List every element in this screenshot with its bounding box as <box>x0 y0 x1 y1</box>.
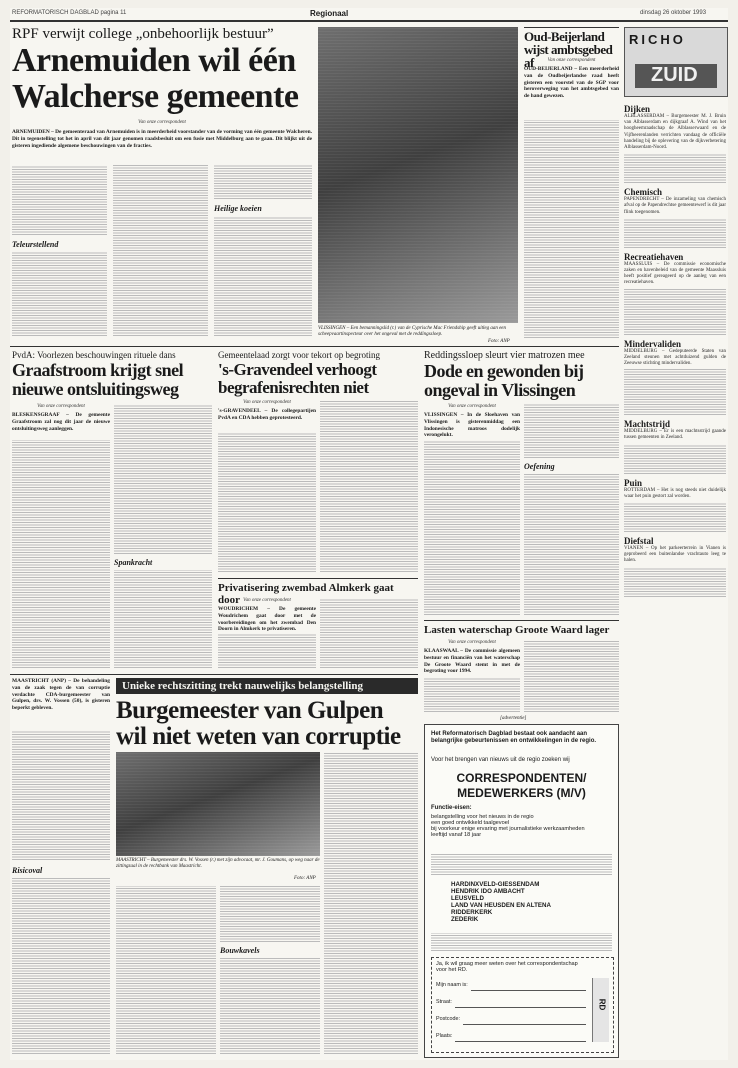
coupon-field-label: Plaats: <box>436 1033 453 1039</box>
advert-requirement: leeftijd vanaf 18 jaar <box>431 832 482 838</box>
waterschap-text-col-1 <box>424 678 520 712</box>
reddingsloep-text-col-1 <box>424 440 520 615</box>
pvda-text-col-2b <box>114 570 212 668</box>
reddingsloep-lead: VLISSINGEN – In de Sloehaven van Vlissingen is gisterenmiddag een Indonesische matroos dodelijk verongelukt. <box>424 412 520 439</box>
waterschap-text-col-2 <box>524 640 619 712</box>
row-rule-2 <box>10 674 418 675</box>
vangulpen-text-col-1 <box>12 730 110 860</box>
pvda-text-col-1 <box>12 440 110 668</box>
brief-text-lines <box>624 289 726 335</box>
newspaper-page <box>10 8 728 1060</box>
photo-vangulpen-credit: Foto: ANP <box>294 876 316 881</box>
brief-text-lines <box>624 153 726 183</box>
brief-text: PAPENDRECHT – De inzameling van chemisch afval op de Papendrechtse gemeentewerf is dit jaar flink toegenomen. <box>624 197 726 215</box>
brief-text: MAASSLUIS – De commissie economische zaken en havenbeleid van de gemeente Maassluis heeft positief gereageerd op de aanleg van een recreatiehaven. <box>624 261 726 286</box>
oudbeijerland-text <box>524 120 619 338</box>
reddingsloep-text-col-2b <box>524 474 619 615</box>
coupon-field-name[interactable] <box>436 982 586 991</box>
coupon-field-line[interactable] <box>455 999 586 1008</box>
coupon-field-label: Postcode: <box>436 1016 460 1022</box>
article-arnemuiden-text-col-2 <box>113 165 208 336</box>
advert-intro: Het Reformatorisch Dagblad bestaat ook aandacht aan belangrijke gebeurtenissen en ontwikkelingen in de regio. <box>431 731 597 745</box>
vangulpen-subhead-2: Bouwkavels <box>220 946 260 955</box>
brief-text-lines <box>624 369 726 415</box>
advert-town: LAND VAN HEUSDEN EN ALTENA <box>451 902 551 909</box>
brief-title: Recreatiehaven <box>624 251 684 262</box>
article-arnemuiden-text-col-1b <box>12 252 107 336</box>
article-arnemuiden-subhead-2: Heilige koeien <box>214 204 262 213</box>
advert-functie: Functie-eisen: <box>431 805 472 811</box>
coupon-field-line[interactable] <box>471 982 586 991</box>
advert-coupon-tab-text: RD <box>597 998 607 1011</box>
coupon-field-line[interactable] <box>463 1016 586 1025</box>
gravendeel-text-col-1 <box>218 432 316 572</box>
brief-item <box>624 187 726 248</box>
article-arnemuiden-subhead-1: Teleurstellend <box>12 240 59 249</box>
advert-towns <box>451 881 601 923</box>
brief-title: Chemisch <box>624 187 662 198</box>
advert-seek: Voor het brengen van nieuws uit de regio zoeken wij <box>431 757 570 763</box>
advert-label: [advertentie] <box>500 716 527 721</box>
brief-item <box>624 339 726 416</box>
oudbeijerland-headline: Oud-Beijerland wijst ambtsgebed af <box>524 29 613 70</box>
zwembad-byline: Van onze correspondent <box>243 598 291 603</box>
coupon-field-label: Mijn naam is: <box>436 982 468 988</box>
coupon-field-label: Straat: <box>436 999 452 1005</box>
coupon-field-street[interactable] <box>436 999 586 1008</box>
brief-text: MIDDELBURG – Er is een machtsstrijd gaande tussen gemeenten in Zeeland. <box>624 429 726 441</box>
coupon-field-place[interactable] <box>436 1033 586 1042</box>
vangulpen-headline-1: Burgemeester van Gulpen <box>116 697 384 724</box>
brief-title: Puin <box>624 477 643 488</box>
gravendeel-byline: Van onze correspondent <box>243 400 291 405</box>
oudbeijerland-lead: OUD-BEIJERLAND – Een meerderheid van de Oudbeijerlandse raad heeft gisteren een voorstel van de SGP voor heroverweging van het ambtsgebed van de hand gewezen. <box>524 66 619 100</box>
richo-logo: RICHO <box>629 32 686 47</box>
regional-briefs <box>624 100 726 597</box>
photo-vangulpen <box>116 752 320 856</box>
richo-ad <box>624 27 728 97</box>
advert-box <box>424 724 619 1058</box>
vangulpen-text-col-3 <box>220 886 320 942</box>
brief-item <box>624 252 726 335</box>
coupon-field-postcode[interactable] <box>436 1016 586 1025</box>
gravendeel-text-col-2 <box>320 400 418 572</box>
photo-vlissingen <box>318 27 518 323</box>
article-arnemuiden-kicker: RPF verwijt college „onbehoorlijk bestuur” <box>12 26 274 42</box>
folio-date: dinsdag 26 oktober 1993 <box>640 10 707 16</box>
photo-vangulpen-caption: MAASTRICHT – Burgemeester drs. W. Vossen (r.) met zijn advocaat, mr. J. Goumans, op weg naar de zittingzaal in de rechtbank van Maastricht. <box>116 858 320 869</box>
pvda-subhead: Spankracht <box>114 558 153 567</box>
waterschap-byline: Van onze correspondent <box>448 640 496 645</box>
zwembad-lead: WOUDRICHEM – De gemeente Woudrichem gaat door met de voorbereidingen om het zwembad Den Doorn in Almkerk te privatiseren. <box>218 606 316 633</box>
reddingsloep-headline: Dode en gewonden bij ongeval in Vlissingen <box>424 361 584 400</box>
article-arnemuiden-text-col-3 <box>214 165 312 199</box>
advert-coupon-fields[interactable] <box>436 982 586 1042</box>
pvda-text-col-2 <box>114 404 212 554</box>
vangulpen-subhead-1: Risicoval <box>12 866 43 875</box>
advert-coupon-tab <box>592 978 609 1042</box>
advert-requirements <box>431 814 612 838</box>
pvda-kicker: PvdA: Voorlezen beschouwingen rituele dans <box>12 350 176 360</box>
brief-item <box>624 104 726 183</box>
brief-text: VIANEN – Op het parkeerterrein in Vianen is geprobeerd een buitenlandse vrachtauto leeg te halen. <box>624 546 726 564</box>
advert-title-2: MEDEWERKERS (M/V) <box>457 786 586 800</box>
brief-text: MIDDELBURG – Gedeputeerde Staten van Zeeland steunen met achtduizend gulden de Zeeuwse stichting mindervaliden. <box>624 348 726 367</box>
advert-town: HARDINXVELD-GIESSENDAM <box>451 881 540 888</box>
advert-coupon-text: Ja, ik wil graag meer weten over het correspondentschap voor het RD. <box>436 961 578 973</box>
vangulpen-headline-2: wil niet weten van corruptie <box>116 723 401 750</box>
article-arnemuiden-byline: Van onze correspondent <box>138 120 186 125</box>
advert-requirement: belangstelling voor het nieuws in de regio <box>431 814 534 820</box>
brief-item <box>624 478 726 532</box>
vangulpen-kicker: MAASTRICHT (ANP) – De behandeling van de zaak tegen de van corruptie verdachte CDA-burgemeester van Gulpen, drs. W. Vossen (50), is gisteren beperkt gebleven. <box>12 678 110 712</box>
advert-requirement: een goed ontwikkeld taalgevoel <box>431 820 510 826</box>
folio-rule <box>10 20 728 22</box>
waterschap-rule <box>424 620 619 621</box>
richo-subtitle: ZUID <box>651 64 698 86</box>
vangulpen-text-col-2 <box>116 886 216 1054</box>
oudbeijerland-byline: Van onze correspondent <box>547 58 596 63</box>
brief-item <box>624 536 726 597</box>
advert-town: RIDDERKERK <box>451 909 493 916</box>
brief-text-lines <box>624 444 726 474</box>
zwembad-text-col-1 <box>218 634 316 668</box>
reddingsloep-subhead: Oefening <box>524 462 555 471</box>
brief-title: Mindervaliden <box>624 338 682 349</box>
brief-text-lines <box>624 567 726 597</box>
vangulpen-bar-text: Unieke rechtszitting trekt nauwelijks belangstelling <box>122 680 363 692</box>
zwembad-rule <box>218 578 418 579</box>
article-arnemuiden-headline-2: Walcherse gemeente <box>12 78 299 115</box>
gravendeel-headline: 's-Gravendeel verhoogt begrafenisrechten niet <box>218 360 377 397</box>
vangulpen-text-col-4 <box>324 752 418 1054</box>
advert-text <box>431 853 612 875</box>
advert-text-2 <box>431 933 612 951</box>
pvda-lead: BLESKENSGRAAF – De gemeente Graafstroom zal nog dit jaar de nieuwe ontsluitingsweg aanleggen. <box>12 412 110 432</box>
folio-left: REFORMATORISCH DAGBLAD pagina 11 <box>12 10 127 16</box>
brief-text-lines <box>624 502 726 532</box>
advert-town: LEUSVELD <box>451 895 485 902</box>
advert-town: ZEDERIK <box>451 916 479 923</box>
brief-title: Machtstrijd <box>624 419 670 430</box>
vangulpen-text-col-1b <box>12 878 110 1054</box>
waterschap-headline: Lasten waterschap Groote Waard lager <box>424 624 610 636</box>
oudbeijerland-rule <box>524 27 619 28</box>
brief-text: ROTTERDAM – Het is nog steeds niet duidelijk waar het puin gestort zal worden. <box>624 487 726 499</box>
article-arnemuiden-text-col-3b <box>214 216 312 336</box>
zwembad-text-col-2 <box>320 598 418 668</box>
brief-item <box>624 419 726 473</box>
advert-coupon <box>431 957 614 1053</box>
brief-text-lines <box>624 218 726 248</box>
advert-requirement: bij voorkeur enige ervaring met journalistieke werkzaamheden <box>431 826 585 832</box>
reddingsloep-kicker: Reddingssloep sleurt vier matrozen mee <box>424 350 585 361</box>
reddingsloep-byline: Van onze correspondent <box>448 404 496 409</box>
brief-title: Dijken <box>624 104 651 114</box>
zwembad-headline: Privatisering zwembad Almkerk gaat door <box>218 582 394 606</box>
advert-town: HENDRIK IDO AMBACHT <box>451 888 525 895</box>
article-arnemuiden-headline-1: Arnemuiden wil één <box>12 42 296 79</box>
gravendeel-lead: 's-GRAVENDEEL – De collegepartijen PvdA en CDA hebben geprotesteerd. <box>218 408 316 421</box>
photo-vlissingen-caption: VLISSINGEN – Een bemanningslid (r.) van de Cyprische Mac Friendship geeft uitleg aan een scheepvaartinspecteur over het ongeval met de reddingssloep. <box>318 326 507 337</box>
article-arnemuiden-lead: ARNEMUIDEN – De gemeenteraad van Arnemuiden is in meerderheid voorstander van de vorming van één gemeente Walcheren. Dit in tegenstelling tot het in april van dit jaar genomen raadsbesluit om een fusie met Middelburg aan te gaan. Dit blijkt uit de gisteren ingediende algemene beschouwingen van de fracties. <box>12 129 312 149</box>
advert-title-1: CORRESPONDENTEN/ <box>456 771 587 785</box>
reddingsloep-text-col-2 <box>524 404 619 458</box>
pvda-headline: Graafstroom krijgt snel nieuwe ontsluitingsweg <box>12 360 184 399</box>
row-rule-1 <box>10 346 619 347</box>
vangulpen-text-col-3b <box>220 958 320 1054</box>
photo-vlissingen-credit: Foto: ANP <box>488 339 510 344</box>
gravendeel-kicker: Gemeentelaad zorgt voor tekort op begroting <box>218 350 381 360</box>
pvda-byline: Van onze correspondent <box>37 404 85 409</box>
brief-title: Diefstal <box>624 536 654 547</box>
coupon-field-line[interactable] <box>455 1033 586 1042</box>
section-title: Regionaal <box>310 9 349 18</box>
article-arnemuiden-text-col-1 <box>12 165 107 235</box>
brief-text: ALBLASSERDAM – Burgemeester M. J. Bruin van Alblasserdam en dijkgraaf A. Wind van het hoogheemraadschap de Alblasserwaard en de Vijfheerenlanden verrichten vandaag de officiële handeling bij de oplevering van de dijkverbetering Alblasserdam-Noord. <box>624 114 726 151</box>
waterschap-lead: KLAASWAAL – De commissie algemeen bestuur en financiën van het waterschap De Groote Waard stemt in met de begroting voor 1994. <box>424 648 520 675</box>
